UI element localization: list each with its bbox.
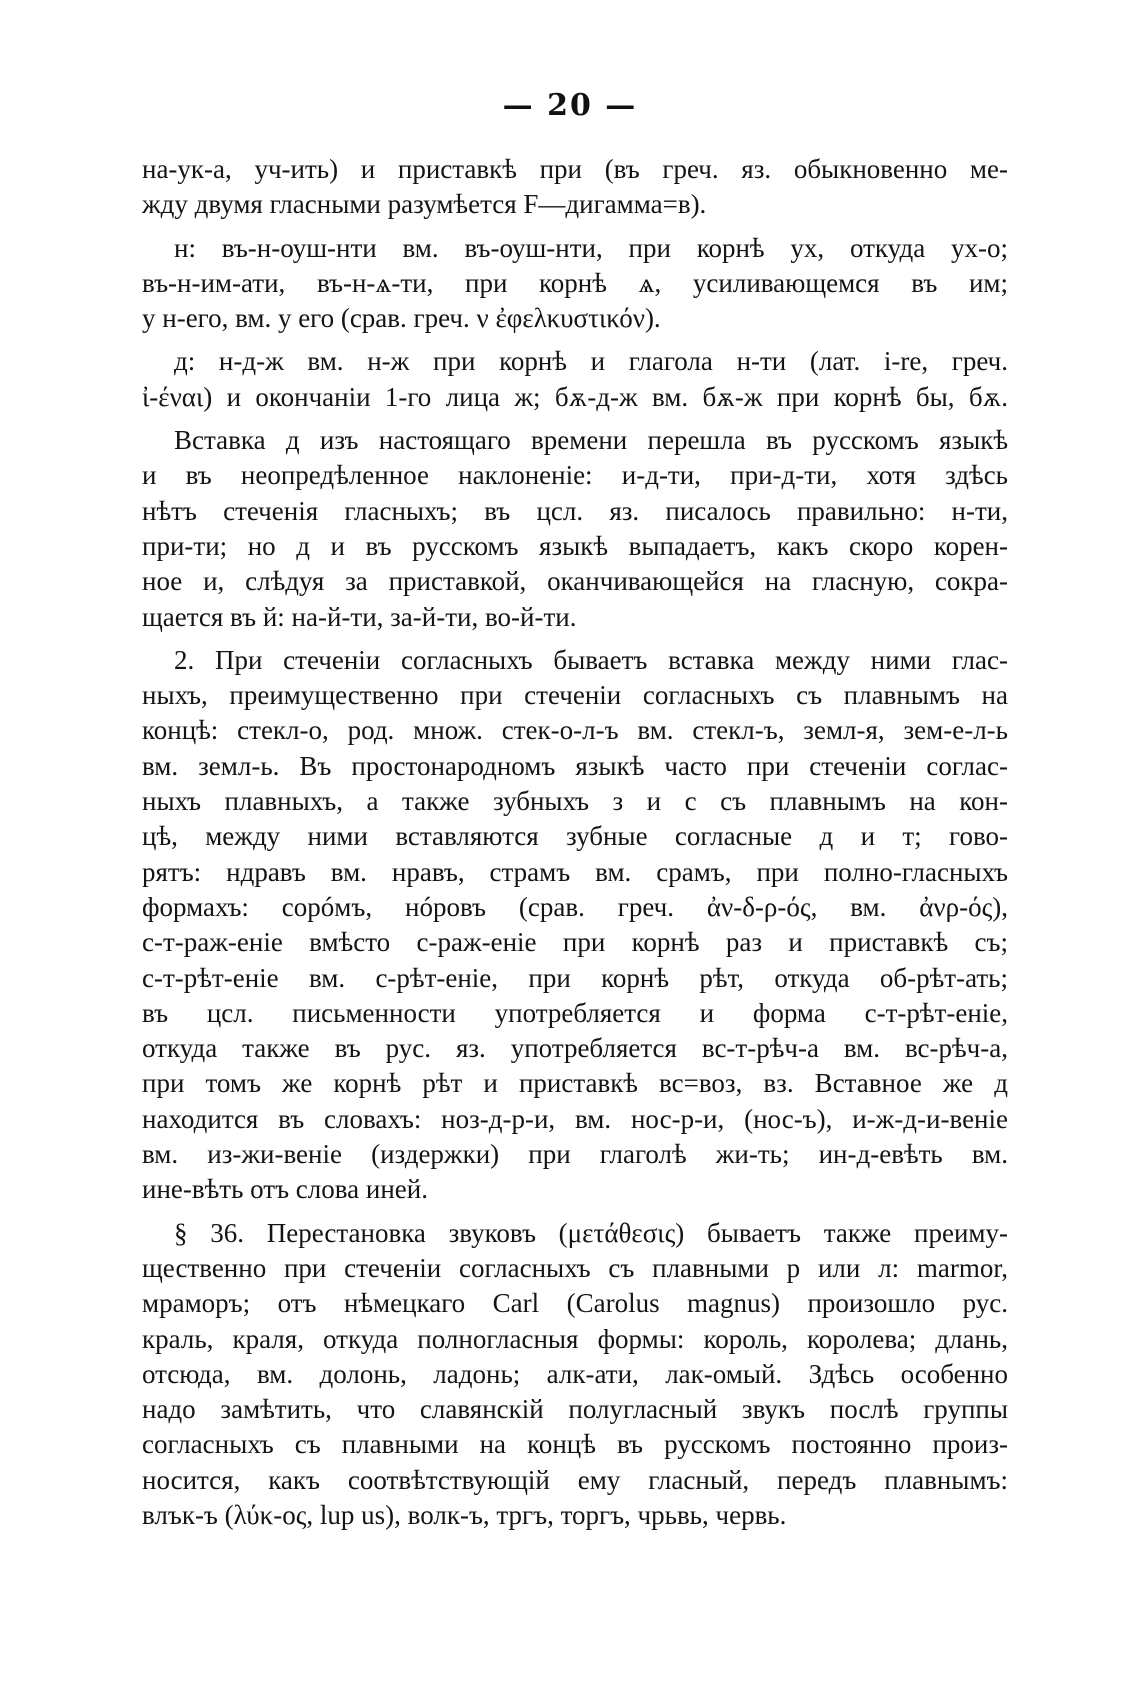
text-line: у н-его, вм. у его (срав. греч. ν ἐφελκυστικόν).	[142, 303, 661, 334]
text-line: откуда также въ рус. яз. употребляется вс-т-рѣч-а вм. вс-рѣч-а,	[142, 1033, 1008, 1064]
text-line: ныхъ, преимущественно при стеченiи согласныхъ съ плавнымъ на	[142, 680, 1008, 711]
text-line: д: н-д-ж вм. н-ж при корнѣ и глагола н-ти (лат. i-re, греч.	[174, 346, 1008, 377]
page-number: — 20 —	[502, 88, 638, 123]
text-line: согласныхъ съ плавными на концѣ въ русскомъ постоянно произ-	[142, 1429, 1008, 1460]
text-line: н: въ-н-оуш-нти вм. въ-оуш-нти, при корнѣ ух, откуда ух-о;	[174, 232, 1008, 263]
text-line: находится въ словахъ: ноз-д-р-и, вм. нос-р-и, (нос-ъ), и-ж-д-и-венiе	[142, 1103, 1008, 1134]
paragraph-2	[142, 231, 1008, 337]
paragraph-6	[142, 1216, 1008, 1534]
paragraph-1	[142, 152, 1008, 223]
text-line: ἰ-έναι) и окончанiи 1-го лица ж; бѫ-д-ж вм. бѫ-ж при корнѣ бы, бѫ.	[142, 381, 1008, 412]
text-line: при томъ же корнѣ рѣт и приставкѣ вс=воз, вз. Вставное же д	[142, 1068, 1008, 1099]
text-line: ное и, слѣдуя за приставкой, оканчивающейся на гласную, сокра-	[142, 566, 1008, 597]
text-line: при-ти; но д и въ русскомъ языкѣ выпадаетъ, какъ скоро корен-	[142, 530, 1008, 561]
text-line: формахъ: сорóмъ, нóровъ (срав. греч. ἀν-δ-ρ-ός, вм. ἀνρ-ός),	[142, 891, 1008, 922]
text-line: въ цсл. письменности употребляется и форма с-т-рѣт-енiе,	[142, 997, 1008, 1028]
text-line: вм. из-жи-венiе (издержки) при глаголѣ жи-ть; ин-д-евѣть вм.	[142, 1139, 1008, 1170]
text-line: ине-вѣть отъ слова иней.	[142, 1174, 428, 1205]
body-text	[142, 152, 1008, 1541]
text-line: с-т-рѣт-енiе вм. с-рѣт-енiе, при корнѣ рѣт, откуда об-рѣт-ать;	[142, 962, 1008, 993]
text-line: рятъ: ндравъ вм. нравъ, страмъ вм. срамъ, при полно-гласныхъ	[142, 856, 1008, 887]
text-line: жду двумя гласными разумѣется F—дигамма=в).	[142, 189, 707, 220]
text-line: на-ук-а, уч-ить) и приставкѣ при (въ греч. яз. обыкновенно ме-	[142, 154, 1008, 184]
text-line: нѣтъ стеченiя гласныхъ; въ цсл. яз. писалось правильно: н-ти,	[142, 495, 1008, 526]
text-line: ныхъ плавныхъ, а также зубныхъ з и с съ плавнымъ на кон-	[142, 786, 1008, 817]
text-line: вм. земл-ь. Въ простонародномъ языкѣ часто при стеченiи соглас-	[142, 750, 1008, 781]
text-line: отсюда, вм. долонь, ладонь; алк-ати, лак-омый. Здѣсь особенно	[142, 1358, 1008, 1389]
text-line: с-т-раж-енiе вмѣсто с-раж-енiе при корнѣ раз и приставкѣ съ;	[142, 927, 1008, 958]
paragraph-3	[142, 344, 1008, 415]
text-line: влък-ъ (λύκ-ος, lup us), волк-ъ, тргъ, торгъ, чрьвь, червь.	[142, 1499, 787, 1530]
text-line: 2. При стеченiи согласныхъ бываетъ вставка между ними глас-	[174, 644, 1008, 675]
text-line: мраморъ; отъ нѣмецкаго Carl (Carolus magnus) произошло рус.	[142, 1288, 1008, 1319]
text-line: носится, какъ соотвѣтствующiй ему гласный, передъ плавнымъ:	[142, 1464, 1008, 1495]
text-line: краль, краля, откуда полногласныя формы: король, королева; длань,	[142, 1323, 1008, 1354]
text-line: цѣ, между ними вставляются зубные согласные д и т; гово-	[142, 821, 1008, 852]
text-line: и въ неопредѣленное наклоненiе: и-д-ти, при-д-ти, хотя здѣсь	[142, 460, 1008, 491]
paragraph-4	[142, 423, 1008, 635]
text-line: надо замѣтить, что славянскiй полугласный звукъ послѣ группы	[142, 1394, 1008, 1425]
text-line: концѣ: стекл-о, род. множ. стек-о-л-ъ вм. стекл-ъ, земл-я, зем-е-л-ь	[142, 715, 1008, 746]
text-line: Вставка д изъ настоящаго времени перешла въ русскомъ языкѣ	[174, 425, 1008, 456]
text-line: щается въ й: на-й-ти, за-й-ти, во-й-ти.	[142, 601, 577, 632]
text-line: въ-н-им-ати, въ-н-ѧ-ти, при корнѣ ѧ, усиливающемся въ им;	[142, 267, 1008, 298]
text-line: щественно при стеченiи согласныхъ съ плавными р или л: marmor,	[142, 1252, 1008, 1283]
paragraph-5	[142, 643, 1008, 1208]
text-line: § 36. Перестановка звуковъ (μετάθεσις) бываетъ также преиму-	[174, 1217, 1008, 1248]
